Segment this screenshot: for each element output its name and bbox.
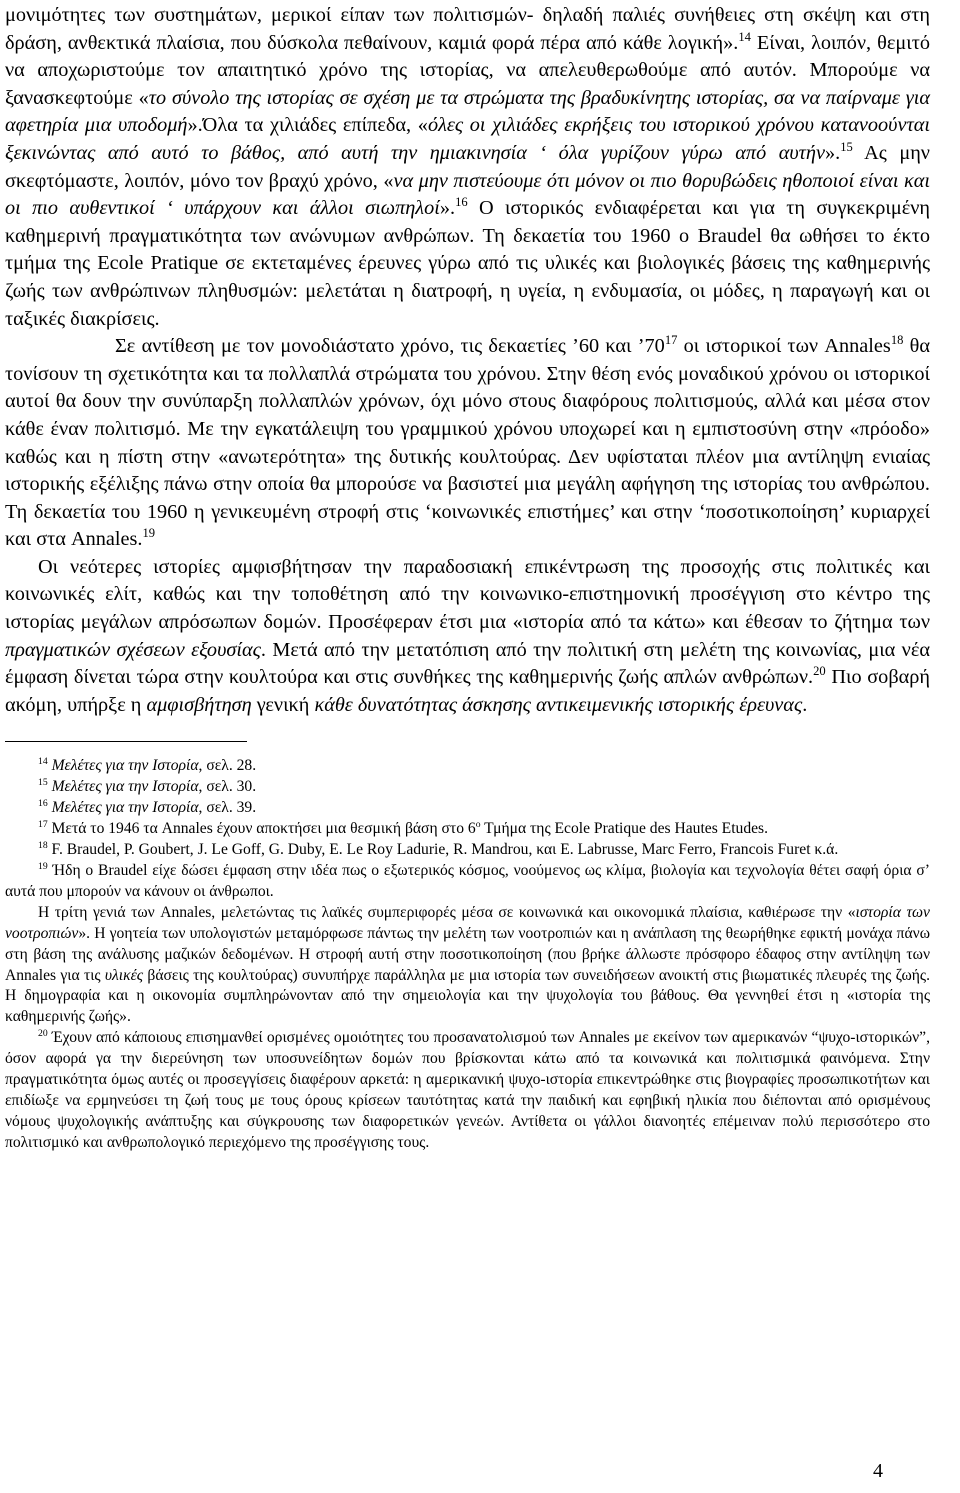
footnote-ref-17[interactable]: 17	[664, 333, 678, 348]
footnote-17	[5, 819, 930, 840]
footnote-number: 16	[38, 798, 48, 810]
text-run: θα τονίσουν τη σχετικότητα και τα πολλαπλά στρώματα του χρόνου. Στην θέση ενός μοναδικού χρόνου οι ιστορικοί αυτοί θα δουν την συνύπαρξη πολλαπλών χρόνων, όχι μόνο στους διαφόρους πολιτισμούς, αλλά και μέσα στον κάθε έναν πολιτισμό. Με την εγκατάλειψη του γραμμικού χρόνου υποχωρεί και η εμπιστοσύνη στην «πρόοδο» καθώς και η πίστη στην «ανωτερότητα» της δυτικής κουλτούρας. Δεν υφίσταται πλέον μια αντίληψη ενιαίας ιστορικής εξέλιξης πάνω στην οποία θα μπορούσε να βασιστεί μια μεγάλη αφήγηση της ιστορίας του ανθρώπου. Τη δεκαετία του 1960 η γενικευμένη στροφή στις ‘κοινωνικές επιστήμες’ και στην ‘ποσοτικοποίηση’ κυριαρχεί και στα Annales.	[5, 335, 930, 551]
footnote-text: Μετά το 1946 τα Annales έχουν αποκτήσει μια θεσμική βάση στο 6	[47, 820, 476, 838]
footnote-italic: υλικές	[104, 966, 144, 984]
footnote-text: , σελ. 28.	[198, 757, 257, 775]
text-run: ».	[439, 197, 456, 220]
text-run: ».	[824, 141, 841, 164]
footnote-ref-16[interactable]: 16	[455, 195, 468, 210]
footnote-number: 14	[38, 756, 48, 768]
footnote-ref-18[interactable]: 18	[890, 333, 904, 348]
footnote-title: Μελέτες για την Ιστορία	[51, 799, 199, 817]
footnote-text: Η τρίτη γενιά των Annales, μελετώντας τις λαϊκές συμπεριφορές μέσα σε κοινωνικά και οικονομικά πλαίσια, καθιέρωσε την «	[38, 903, 856, 921]
footnote-20	[5, 1028, 930, 1153]
main-text	[5, 2, 930, 719]
footnote-italic: ιστορία των νοοτροπιών	[5, 903, 930, 942]
footnote-text: ». Η γοητεία των υπολογιστών μεταμόρφωσε πάντως την μελέτη των νοοτροπιών και η ανάπλαση της θεωρήθηκε εφικτή μονάχα πάνω στη βάση της ανάλυσης μαζικών δεδομένων. Η στροφή αυτή στην ποσοτικοποίηση (που βρήκε άλλωστε πρόσφορο έδαφος στην αντίληψη των Annales για τις	[5, 924, 930, 984]
italic-quote: όλες οι χιλιάδες εκρήξεις του ιστορικού χρόνου κατανοούνται ξεκινώντας από αυτό το βάθος, από αυτή την ημιακινησία ‘ όλα γυρίζουν γύρω από αυτήν	[5, 114, 931, 164]
italic-quote: να μην πιστεύουμε ότι μόνον οι πιο θορυβώδεις ηθοποιοί είναι και οι πιο αυθεντικοί ‘ υπάρχουν και άλλοι σιωπηλοί	[5, 169, 930, 220]
text-run: οι ιστορικοί των Annales	[677, 335, 891, 358]
text-run: Ας μην σκεφτόμαστε, λοιπόν, μόνο τον βραχύ χρόνο, «	[5, 141, 930, 192]
footnote-text: F. Braudel, P. Goubert, J. Le Goff, G. Duby, E. Le Roy Ladurie, R. Mandrou, και E. Labrusse, Marc Ferro, Francois Furet κ.ά.	[47, 841, 839, 859]
text-run: Ο ιστορικός ενδιαφέρεται και για τη συγκεκριμένη καθημερινή πραγματικότητα των ανώνυμων ανθρώπων. Τη δεκαετία του 1960 ο Braudel θα ωθήσει το έκτο τμήμα της Ecole Pratique σε εκτεταμένες έρευνες γύρω από τις υλικές και βιολογικές βάσεις της καθημερινής ζωής των ανθρώπινων πληθυσμών: μελετάται η διατροφή, η υγεία, η ενδυμασία, οι μόδες, η παραγωγή και οι ταξικές διακρίσεις.	[5, 197, 930, 330]
italic-phrase: πραγματικών σχέσεων εξουσίας	[5, 638, 261, 661]
footnote-18	[5, 840, 930, 861]
ordinal-marker: ο	[475, 818, 481, 830]
footnote-ref-19[interactable]: 19	[142, 526, 156, 541]
footnote-text: βάσεις της κουλτούρας) συνυπήρχε παράλληλα με μια ιστορία των συνειδήσεων ανοικτή στις βιωματικές πλευρές της ζωής. Η δημογραφία και η οικονομία συμπληρώνονταν από την σημειολογία και την ψυχολογία του βάθους. Θα γεννηθεί έτσι η «ιστορία της καθημερινής ζωής».	[5, 966, 930, 1026]
italic-phrase: αμφισβήτηση	[146, 693, 252, 716]
footnote-text: , σελ. 30.	[198, 778, 257, 796]
footnote-14	[5, 756, 930, 777]
document-page	[5, 2, 930, 1154]
italic-quote: το σύνολο της ιστορίας σε σχέση με τα στρώματα της βραδυκίνητης ιστορίας, σα να παίρναμε για αφετηρία μια υποδομή	[5, 86, 930, 137]
text-run: γενική	[251, 693, 315, 716]
footnote-19-continued	[5, 903, 930, 1028]
footnotes	[5, 756, 930, 1153]
footnote-19	[5, 861, 930, 903]
footnote-number: 17	[38, 818, 48, 830]
paragraph-1	[5, 2, 930, 333]
text-run: Σε αντίθεση με τον μονοδιάστατο χρόνο, τις δεκαετίες ’60 και ’70	[115, 335, 665, 358]
text-run: ».Όλα τα χιλιάδες επίπεδα, «	[187, 114, 428, 137]
footnote-number: 20	[38, 1028, 48, 1040]
text-run: μονιμότητες των συστημάτων, μερικοί είπαν των πολιτισμών- δηλαδή παλιές συνήθειες στη σκέψη και στη δράση, ανθεκτικά πλαίσια, που δύσκολα πεθαίνουν, καμιά φορά πέρα από κάθε λογική».	[5, 4, 930, 54]
italic-phrase: κάθε δυνατότητας άσκησης αντικειμενικής ιστορικής έρευνας	[314, 693, 803, 716]
footnote-15	[5, 777, 930, 798]
text-run: .	[802, 693, 808, 716]
footnote-ref-15[interactable]: 15	[840, 140, 853, 155]
footnote-text: Ήδη ο Braudel είχε δώσει έμφαση στην ιδέα πως ο εξωτερικός κόσμος, νοούμενος ως κλίμα, βιολογία και τεχνολογία θέτει σαφή όρια σ’ αυτά που μπορούν να κάνουν οι άνθρωποι.	[5, 861, 930, 900]
text-run: . Μετά από την μετατόπιση από την πολιτική στη μελέτη της κοινωνίας, μια νέα έμφαση δίνεται τώρα στην κουλτούρα και στις συνθήκες της καθημερινής ζωής απλών ανθρώπων.	[5, 638, 930, 689]
footnote-separator	[5, 741, 247, 742]
paragraph-2	[5, 333, 930, 554]
footnote-number: 19	[38, 860, 48, 872]
footnote-text: , σελ. 39.	[198, 799, 257, 817]
footnote-text: Τμήμα της Ecole Pratique des Hautes Etudes.	[480, 820, 769, 838]
footnote-number: 15	[38, 777, 48, 789]
footnote-title: Μελέτες για την Ιστορία	[51, 778, 199, 796]
footnote-text: Έχουν από κάποιους επισημανθεί ορισμένες ομοιότητες του προσανατολισμού των Annales με εκείνον των αμερικανών “ψυχο-ιστορικών”, όσον αφορά γα την διερεύνηση των υποσυνείδητων δομών που βρίσκονται κάτω από τα κοινωνικά και πολιτισμικά φαινόμενα. Στην πραγματικότητα όμως αυτές οι προσεγγίσεις διαφέρουν αρκετά: η αμερικανική ψυχο-ιστορία επικεντρώθηκε στις βιογραφίες προσωπικοτήτων και επιδίωξε να ερμηνεύσει τη ζωή τους με τους όρους κρίσεων ταυτότητας κατά την παιδική και εφηβική ηλικία που διέπονται από ορισμένους νόμους ψυχολογικής ανάπτυξης και σύγκρουσης των διαφορετικών γενεών. Αντίθετα οι γάλλοι διανοητές επέμειναν πολύ περισσότερο στο πολιτισμικό και ανθρωπολογικό περιεχόμενο της προσέγγισης τους.	[5, 1029, 930, 1151]
footnote-ref-14[interactable]: 14	[738, 29, 751, 44]
footnote-ref-20[interactable]: 20	[813, 664, 826, 679]
text-run: Είναι, λοιπόν, θεμιτό να αποχωριστούμε τον απαιτητικό χρόνο της ιστορίας, να απελευθερωθούμε από αυτόν. Μπορούμε να ξανασκεφτούμε «	[5, 31, 930, 109]
footnote-title: Μελέτες για την Ιστορία	[51, 757, 199, 775]
footnote-number: 18	[38, 839, 48, 851]
text-run: Πιο σοβαρή ακόμη, υπήρξε η	[5, 666, 930, 716]
paragraph-3	[5, 554, 930, 720]
text-run: Οι νεότερες ιστορίες αμφισβήτησαν την παραδοσιακή επικέντρωση της προσοχής στις πολιτικές και κοινωνικές ελίτ, καθώς και την τοποθέτηση από την κοινωνικο-επιστημονική προσέγγιση στο κέντρο της ιστορίας μεγάλων απρόσωπων δομών. Προσέφεραν έτσι μια «ιστορία από τα κάτω» και έθεσαν το ζήτημα των	[5, 555, 930, 634]
footnote-16	[5, 798, 930, 819]
page-number: 4	[873, 1460, 883, 1482]
